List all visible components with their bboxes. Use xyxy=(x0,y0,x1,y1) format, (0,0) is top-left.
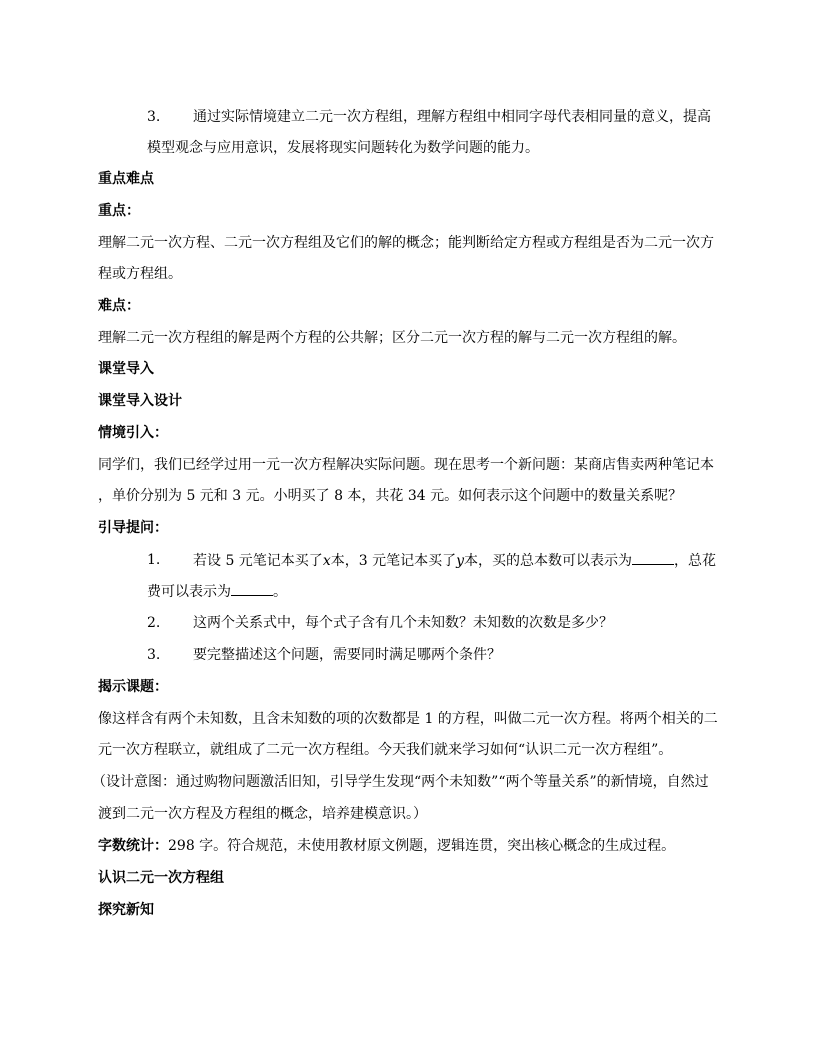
goal-3-line-1: 通过实际情境建立二元一次方程组，理解方程组中相同字母代表相同量的意义，提高 xyxy=(193,109,711,125)
goal-3-line-2: 模型观念与应用意识，发展将现实问题转化为数学问题的能力。 xyxy=(147,140,539,156)
question-1-text-d: ，总花 xyxy=(674,553,716,569)
key-text-line-1: 理解二元一次方程、二元一次方程组及它们的解的概念；能判断给定方程或方程组是否为二元一次方 xyxy=(98,235,714,251)
question-1-number: 1. xyxy=(147,552,161,568)
guide-label: 引导提问： xyxy=(98,520,168,536)
question-1-text-a: 若设 5 元笔记本买了 xyxy=(193,553,323,569)
section-heading: 认识二元一次方程组 xyxy=(98,870,224,886)
word-count-label: 字数统计： xyxy=(98,838,168,854)
question-3-number: 3. xyxy=(147,647,161,663)
question-1-text-b: 本，3 元笔记本买了 xyxy=(330,553,457,569)
scenario-line-2: ，单价分别为 5 元和 3 元。小明买了 8 本，共花 34 元。如何表示这个问题中的数量关系呢？ xyxy=(98,488,683,504)
reveal-label: 揭示课题： xyxy=(98,679,168,695)
design-intent-line-2: 渡到二元一次方程及方程组的概念，培养建模意识。） xyxy=(98,806,427,822)
word-count-text: 298 字。符合规范，未使用教材原文例题，逻辑连贯，突出核心概念的生成过程。 xyxy=(168,838,676,854)
intro-design-heading: 课堂导入设计 xyxy=(98,393,182,409)
goal-3-number: 3. xyxy=(147,109,161,125)
question-1-line-2 xyxy=(147,581,287,602)
intro-heading: 课堂导入 xyxy=(98,361,154,377)
key-text-line-2: 程或方程组。 xyxy=(98,266,182,282)
question-3-text: 要完整描述这个问题，需要同时满足哪两个条件？ xyxy=(193,647,501,663)
scenario-label: 情境引入： xyxy=(98,425,168,441)
question-1-line-1 xyxy=(193,550,716,571)
question-1-text-c: 本，买的总本数可以表示为 xyxy=(464,553,632,569)
key-difficult-heading: 重点难点 xyxy=(98,171,154,187)
answer-blank-total-cost[interactable] xyxy=(231,581,273,596)
explore-heading: 探究新知 xyxy=(98,902,154,918)
variable-x: x xyxy=(322,553,331,569)
design-intent-line-1: （设计意图：通过购物问题激活旧知，引导学生发现“两个未知数”“两个等量关系”的新情境，自然过 xyxy=(92,774,709,790)
question-1-text-f: 。 xyxy=(273,584,287,600)
reveal-line-1: 像这样含有两个未知数，且含未知数的项的次数都是 1 的方程，叫做二元一次方程。将两个相关的二 xyxy=(98,711,718,727)
answer-blank-total-count[interactable] xyxy=(632,550,674,565)
word-count-line xyxy=(98,836,675,856)
key-label: 重点： xyxy=(98,203,140,219)
question-2-text: 这两个关系式中，每个式子含有几个未知数？未知数的次数是多少？ xyxy=(193,615,613,631)
reveal-line-2: 元一次方程联立，就组成了二元一次方程组。今天我们就来学习如何“认识二元一次方程组”。 xyxy=(98,742,673,758)
question-2-number: 2. xyxy=(147,615,161,631)
scenario-line-1: 同学们，我们已经学过用一元一次方程解决实际问题。现在思考一个新问题：某商店售卖两种笔记本 xyxy=(98,457,714,473)
difficult-label: 难点： xyxy=(98,298,140,314)
variable-y: y xyxy=(456,553,464,569)
question-1-text-e: 费可以表示为 xyxy=(147,584,231,600)
difficult-text: 理解二元一次方程组的解是两个方程的公共解；区分二元一次方程的解与二元一次方程组的解。 xyxy=(98,330,686,346)
